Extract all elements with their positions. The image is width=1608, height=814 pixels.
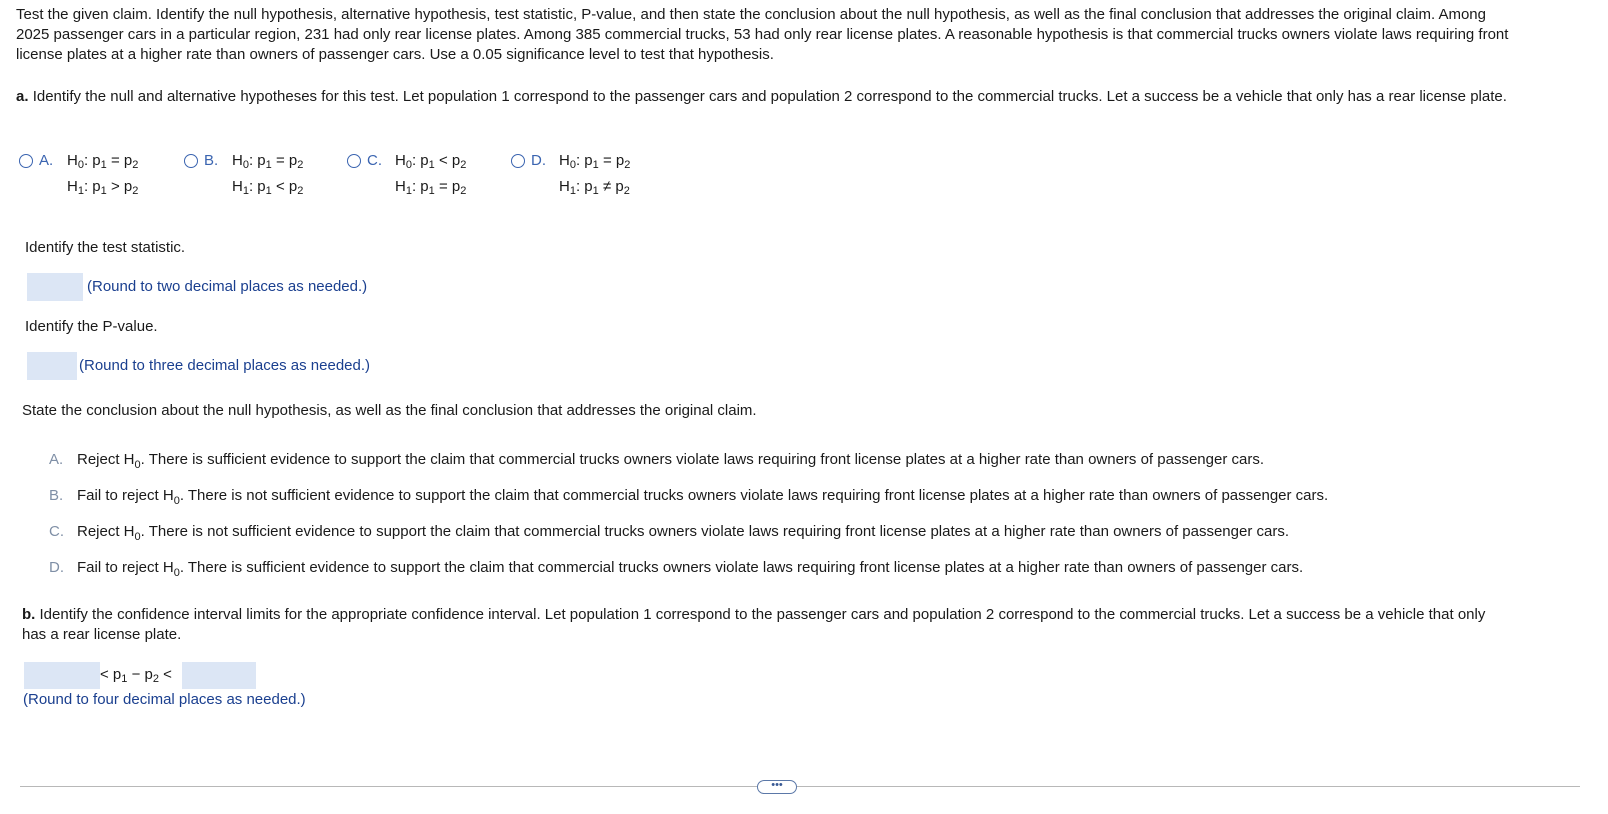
hypothesis-option-a[interactable] bbox=[19, 150, 138, 202]
option-letter: B. bbox=[204, 152, 219, 169]
conclusion-text: . There is sufficient evidence to support the claim that commercial trucks owners violate laws requiring front license plates at a higher rate than owners of passenger cars. bbox=[140, 451, 1264, 468]
hypothesis-pair bbox=[395, 150, 466, 202]
conclusion-option-d[interactable] bbox=[49, 558, 1303, 583]
conclusion-action: Reject H bbox=[77, 451, 135, 468]
null-subscript: 0 bbox=[173, 495, 180, 507]
radio-button[interactable] bbox=[184, 154, 198, 168]
conclusion-option-a[interactable] bbox=[49, 450, 1264, 475]
alternative-hypothesis: $H_1$: $p_1 < p_2$ bbox=[232, 178, 304, 197]
option-letter[interactable]: A. bbox=[49, 451, 64, 468]
hypothesis-option-b[interactable] bbox=[184, 150, 303, 202]
null-hypothesis: $H_0$: $p_1 < p_2$ bbox=[395, 152, 467, 171]
alternative-hypothesis: $H_1$: $p_1 \ne p_2$ bbox=[559, 178, 630, 197]
test-stat-input[interactable] bbox=[27, 273, 83, 301]
part-b-text: Identify the confidence interval limits for the appropriate confidence interval. Let population 1 correspond to the passenger cars and population 2 correspond to the commercial trucks. Let a success be a vehicle that only has a rear license plate. bbox=[22, 606, 1486, 643]
null-hypothesis: $H_0$: $p_1 = p_2$ bbox=[67, 152, 139, 171]
radio-button[interactable] bbox=[511, 154, 525, 168]
more-options-button[interactable]: ••• bbox=[757, 780, 797, 794]
hypothesis-option-c[interactable] bbox=[347, 150, 466, 202]
conclusion-action: Fail to reject H bbox=[77, 487, 174, 504]
null-subscript: 0 bbox=[134, 459, 141, 471]
part-a-label: a. bbox=[16, 88, 29, 105]
part-a-text: Identify the null and alternative hypotheses for this test. Let population 1 correspond to the passenger cars and population 2 correspond to the commercial trucks. Let a success be a vehicle that only has a rear license plate. bbox=[32, 88, 1507, 105]
ci-upper-input[interactable] bbox=[182, 662, 256, 689]
h0-relation: < bbox=[438, 152, 448, 169]
radio-button[interactable] bbox=[347, 154, 361, 168]
ci-expression: < $p_1 - p_2$ < bbox=[100, 666, 172, 685]
option-letter[interactable]: C. bbox=[49, 523, 64, 540]
ci-lower-input[interactable] bbox=[24, 662, 100, 689]
conclusion-text: . There is not sufficient evidence to support the claim that commercial trucks owners violate laws requiring front license plates at a higher rate than owners of passenger cars. bbox=[179, 487, 1329, 504]
h0-relation: = bbox=[602, 152, 612, 169]
option-letter[interactable]: D. bbox=[49, 559, 64, 576]
conclusion-option-b[interactable] bbox=[49, 486, 1328, 511]
h0-relation: = bbox=[275, 152, 285, 169]
hypothesis-pair bbox=[67, 150, 138, 202]
conclusion-option-c[interactable] bbox=[49, 522, 1289, 547]
conclusion-text: . There is sufficient evidence to support the claim that commercial trucks owners violate laws requiring front license plates at a higher rate than owners of passenger cars. bbox=[179, 559, 1304, 576]
h1-relation: ≠ bbox=[602, 178, 612, 195]
conclusion-action: Fail to reject H bbox=[77, 559, 174, 576]
h1-relation: < bbox=[275, 178, 285, 195]
part-b-label: b. bbox=[22, 606, 36, 623]
test-stat-prompt: Identify the test statistic. bbox=[25, 239, 186, 256]
option-letter[interactable]: B. bbox=[49, 487, 64, 504]
null-subscript: 0 bbox=[173, 567, 180, 579]
conclusion-text: . There is not sufficient evidence to support the claim that commercial trucks owners violate laws requiring front license plates at a higher rate than owners of passenger cars. bbox=[140, 523, 1290, 540]
hypothesis-option-d[interactable] bbox=[511, 150, 630, 202]
null-hypothesis: $H_0$: $p_1 = p_2$ bbox=[559, 152, 631, 171]
radio-button[interactable] bbox=[19, 154, 33, 168]
null-subscript: 0 bbox=[134, 531, 141, 543]
p-value-hint: (Round to three decimal places as needed.) bbox=[79, 357, 371, 374]
ci-hint: (Round to four decimal places as needed.) bbox=[23, 691, 306, 708]
null-hypothesis: $H_0$: $p_1 = p_2$ bbox=[232, 152, 304, 171]
problem-statement: Test the given claim. Identify the null hypothesis, alternative hypothesis, test statistic, P-value, and then state the conclusion about the null hypothesis, as well as the final conclusion that addresses the original claim. Among 2025 passenger cars in a particular region, 231 had only rear license plates. Among 385 commercial trucks, 53 had only rear license plates. A reasonable hypothesis is that commercial trucks owners violate laws requiring front license plates at a higher rate than owners of passenger cars. Use a 0.05 significance level to test that hypothesis. bbox=[16, 6, 1509, 63]
section-divider bbox=[20, 786, 1580, 787]
alternative-hypothesis: $H_1$: $p_1 > p_2$ bbox=[67, 178, 139, 197]
p-value-prompt: Identify the P-value. bbox=[25, 318, 158, 335]
alternative-hypothesis: $H_1$: $p_1 = p_2$ bbox=[395, 178, 467, 197]
option-letter: D. bbox=[531, 152, 546, 169]
conclusion-prompt: State the conclusion about the null hypothesis, as well as the final conclusion that addresses the original claim. bbox=[22, 402, 757, 419]
h0-relation: = bbox=[110, 152, 120, 169]
h1-relation: > bbox=[110, 178, 120, 195]
hypothesis-pair bbox=[559, 150, 630, 202]
option-letter: A. bbox=[39, 152, 54, 169]
h1-relation: = bbox=[438, 178, 448, 195]
hypothesis-pair bbox=[232, 150, 303, 202]
option-letter: C. bbox=[367, 152, 382, 169]
conclusion-action: Reject H bbox=[77, 523, 135, 540]
part-b-question bbox=[22, 605, 1492, 645]
p-value-input[interactable] bbox=[27, 352, 77, 380]
part-a-question bbox=[16, 87, 1516, 107]
test-stat-hint: (Round to two decimal places as needed.) bbox=[87, 278, 368, 295]
